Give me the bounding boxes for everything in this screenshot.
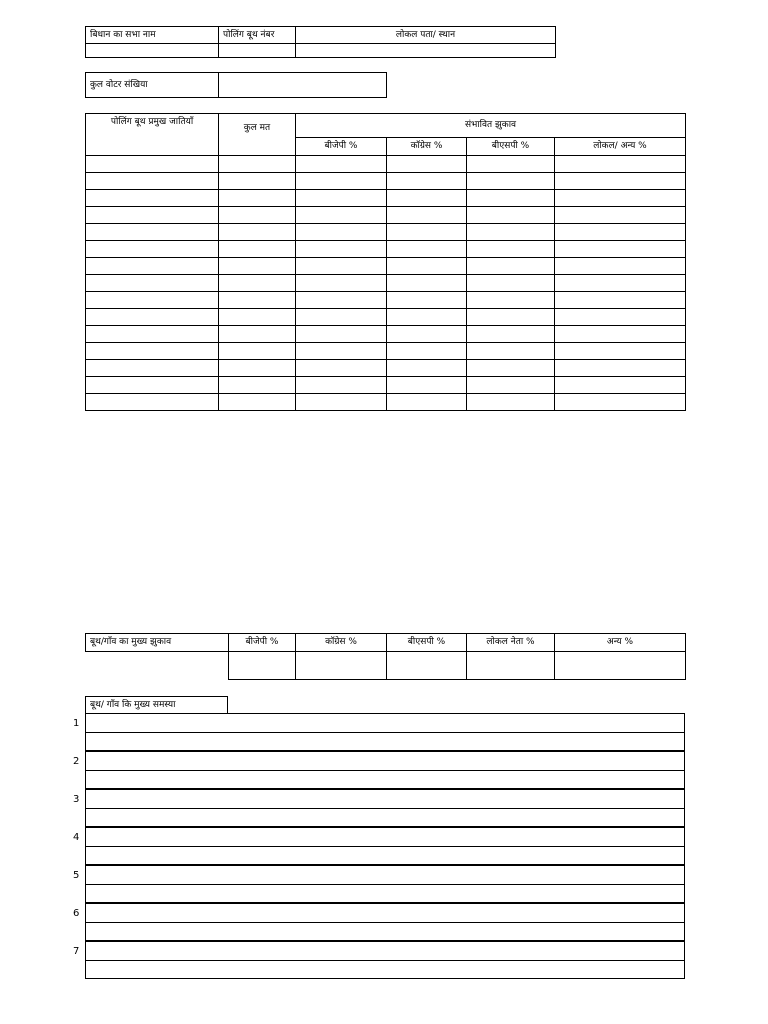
bjp-cell[interactable]	[296, 224, 387, 241]
problem-field-continuation[interactable]	[85, 732, 685, 751]
total-votes-cell[interactable]	[219, 173, 296, 190]
possible-tilt-header: संभावित झुकाव	[296, 114, 686, 138]
booth-tilt-label: बूथ/गाँव का मुख्य झुकाव	[86, 634, 229, 652]
bjp-cell[interactable]	[296, 292, 387, 309]
local-address-field[interactable]	[296, 44, 556, 58]
bjp-cell[interactable]	[296, 156, 387, 173]
tilt-bsp-field[interactable]	[387, 652, 467, 680]
local-other-cell[interactable]	[555, 224, 686, 241]
caste-row	[86, 292, 686, 309]
congress-cell[interactable]	[387, 343, 467, 360]
caste-cell[interactable]	[86, 224, 219, 241]
caste-row	[86, 360, 686, 377]
caste-row	[86, 224, 686, 241]
local-other-cell[interactable]	[555, 207, 686, 224]
problem-number: 5	[73, 870, 80, 881]
bsp-column-header: बीएसपी %	[467, 138, 555, 156]
problem-field-continuation[interactable]	[85, 960, 685, 979]
caste-cell[interactable]	[86, 292, 219, 309]
total-votes-cell[interactable]	[219, 309, 296, 326]
problem-number: 3	[73, 794, 80, 805]
header-table	[85, 26, 556, 58]
local-other-cell[interactable]	[555, 275, 686, 292]
bsp-cell[interactable]	[467, 377, 555, 394]
local-other-cell[interactable]	[555, 343, 686, 360]
problem-field-continuation[interactable]	[85, 846, 685, 865]
caste-row	[86, 394, 686, 411]
caste-cell[interactable]	[86, 207, 219, 224]
tilt-local-leader-header: लोकल नेता %	[467, 634, 555, 652]
caste-cell[interactable]	[86, 377, 219, 394]
tilt-bjp-header: बीजेपी %	[229, 634, 296, 652]
local-other-cell[interactable]	[555, 241, 686, 258]
tilt-bsp-header: बीएसपी %	[387, 634, 467, 652]
congress-cell[interactable]	[387, 292, 467, 309]
congress-cell[interactable]	[387, 360, 467, 377]
bjp-cell[interactable]	[296, 207, 387, 224]
congress-cell[interactable]	[387, 173, 467, 190]
congress-cell[interactable]	[387, 207, 467, 224]
caste-row	[86, 326, 686, 343]
caste-column-header: पोलिंग बूथ प्रमुख जातियाँ	[86, 114, 219, 156]
bsp-cell[interactable]	[467, 258, 555, 275]
total-votes-cell[interactable]	[219, 207, 296, 224]
booth-number-field[interactable]	[219, 44, 296, 58]
tilt-congress-header: कॉग्रेस %	[296, 634, 387, 652]
caste-cell[interactable]	[86, 173, 219, 190]
total-votes-column-header: कुल मत	[219, 114, 296, 156]
bjp-cell[interactable]	[296, 190, 387, 207]
bsp-cell[interactable]	[467, 275, 555, 292]
local-other-cell[interactable]	[555, 173, 686, 190]
congress-cell[interactable]	[387, 394, 467, 411]
problem-field[interactable]	[85, 789, 685, 809]
caste-cell[interactable]	[86, 258, 219, 275]
main-problems-label: बूथ/ गाँव कि मुख्य समस्या	[85, 696, 228, 713]
bsp-cell[interactable]	[467, 207, 555, 224]
total-voters-table	[85, 72, 387, 98]
bjp-cell[interactable]	[296, 241, 387, 258]
caste-cell[interactable]	[86, 309, 219, 326]
local-other-cell[interactable]	[555, 156, 686, 173]
local-other-cell[interactable]	[555, 360, 686, 377]
total-votes-cell[interactable]	[219, 292, 296, 309]
caste-cell[interactable]	[86, 156, 219, 173]
bjp-cell[interactable]	[296, 309, 387, 326]
caste-cell[interactable]	[86, 360, 219, 377]
problem-field[interactable]	[85, 941, 685, 961]
bjp-cell[interactable]	[296, 275, 387, 292]
bjp-cell[interactable]	[296, 377, 387, 394]
caste-row	[86, 207, 686, 224]
tilt-other-field[interactable]	[555, 652, 686, 680]
caste-cell[interactable]	[86, 241, 219, 258]
congress-cell[interactable]	[387, 156, 467, 173]
tilt-bjp-field[interactable]	[229, 652, 296, 680]
bjp-cell[interactable]	[296, 326, 387, 343]
total-votes-cell[interactable]	[219, 377, 296, 394]
total-votes-cell[interactable]	[219, 326, 296, 343]
bjp-column-header: बीजेपी %	[296, 138, 387, 156]
total-votes-cell[interactable]	[219, 258, 296, 275]
bsp-cell[interactable]	[467, 394, 555, 411]
total-votes-cell[interactable]	[219, 241, 296, 258]
congress-cell[interactable]	[387, 190, 467, 207]
bsp-cell[interactable]	[467, 173, 555, 190]
caste-cell[interactable]	[86, 343, 219, 360]
total-votes-cell[interactable]	[219, 156, 296, 173]
caste-cell[interactable]	[86, 275, 219, 292]
bsp-cell[interactable]	[467, 343, 555, 360]
caste-row	[86, 343, 686, 360]
problem-number: 6	[73, 908, 80, 919]
caste-row	[86, 309, 686, 326]
local-other-cell[interactable]	[555, 309, 686, 326]
congress-cell[interactable]	[387, 241, 467, 258]
congress-cell[interactable]	[387, 377, 467, 394]
bsp-cell[interactable]	[467, 292, 555, 309]
bsp-cell[interactable]	[467, 190, 555, 207]
local-other-cell[interactable]	[555, 326, 686, 343]
problem-number: 2	[73, 756, 80, 767]
total-votes-cell[interactable]	[219, 224, 296, 241]
total-voters-field[interactable]	[219, 73, 387, 98]
total-voters-label: कुल वोटर संखिया	[86, 73, 219, 98]
congress-cell[interactable]	[387, 326, 467, 343]
problem-field[interactable]	[85, 827, 685, 847]
booth-number-label: पोलिंग बूथ नंबर	[219, 27, 296, 44]
bsp-cell[interactable]	[467, 224, 555, 241]
caste-row	[86, 190, 686, 207]
total-votes-cell[interactable]	[219, 190, 296, 207]
bjp-cell[interactable]	[296, 173, 387, 190]
bjp-cell[interactable]	[296, 258, 387, 275]
total-votes-cell[interactable]	[219, 360, 296, 377]
problem-field-continuation[interactable]	[85, 884, 685, 903]
local-other-cell[interactable]	[555, 190, 686, 207]
problem-field-continuation[interactable]	[85, 808, 685, 827]
caste-row	[86, 258, 686, 275]
tilt-other-header: अन्य %	[555, 634, 686, 652]
local-other-column-header: लोकल/ अन्य %	[555, 138, 686, 156]
bsp-cell[interactable]	[467, 360, 555, 377]
local-other-cell[interactable]	[555, 394, 686, 411]
bjp-cell[interactable]	[296, 343, 387, 360]
problem-number: 4	[73, 832, 80, 843]
local-other-cell[interactable]	[555, 258, 686, 275]
congress-cell[interactable]	[387, 275, 467, 292]
bsp-cell[interactable]	[467, 156, 555, 173]
congress-column-header: कॉग्रेस %	[387, 138, 467, 156]
problem-field[interactable]	[85, 865, 685, 885]
tilt-congress-field[interactable]	[296, 652, 387, 680]
bsp-cell[interactable]	[467, 309, 555, 326]
caste-cell[interactable]	[86, 394, 219, 411]
tilt-blank-cell	[86, 652, 229, 680]
caste-row	[86, 377, 686, 394]
caste-row	[86, 241, 686, 258]
booth-tilt-table	[85, 633, 686, 680]
total-votes-cell[interactable]	[219, 343, 296, 360]
local-other-cell[interactable]	[555, 377, 686, 394]
bjp-cell[interactable]	[296, 360, 387, 377]
assembly-name-label: बिधान का सभा नाम	[86, 27, 219, 44]
bjp-cell[interactable]	[296, 394, 387, 411]
local-address-label: लोकल पता/ स्थान	[296, 27, 556, 44]
caste-row	[86, 156, 686, 173]
caste-cell[interactable]	[86, 190, 219, 207]
congress-cell[interactable]	[387, 258, 467, 275]
local-other-cell[interactable]	[555, 292, 686, 309]
problem-field-continuation[interactable]	[85, 770, 685, 789]
tilt-local-leader-field[interactable]	[467, 652, 555, 680]
problem-number: 1	[73, 718, 80, 729]
bsp-cell[interactable]	[467, 241, 555, 258]
congress-cell[interactable]	[387, 309, 467, 326]
caste-row	[86, 275, 686, 292]
problem-number: 7	[73, 946, 80, 957]
problem-field-continuation[interactable]	[85, 922, 685, 941]
caste-cell[interactable]	[86, 326, 219, 343]
problem-field[interactable]	[85, 713, 685, 733]
congress-cell[interactable]	[387, 224, 467, 241]
bsp-cell[interactable]	[467, 326, 555, 343]
caste-row	[86, 173, 686, 190]
total-votes-cell[interactable]	[219, 275, 296, 292]
assembly-name-field[interactable]	[86, 44, 219, 58]
total-votes-cell[interactable]	[219, 394, 296, 411]
problem-field[interactable]	[85, 903, 685, 923]
problem-field[interactable]	[85, 751, 685, 771]
caste-table	[85, 113, 686, 411]
